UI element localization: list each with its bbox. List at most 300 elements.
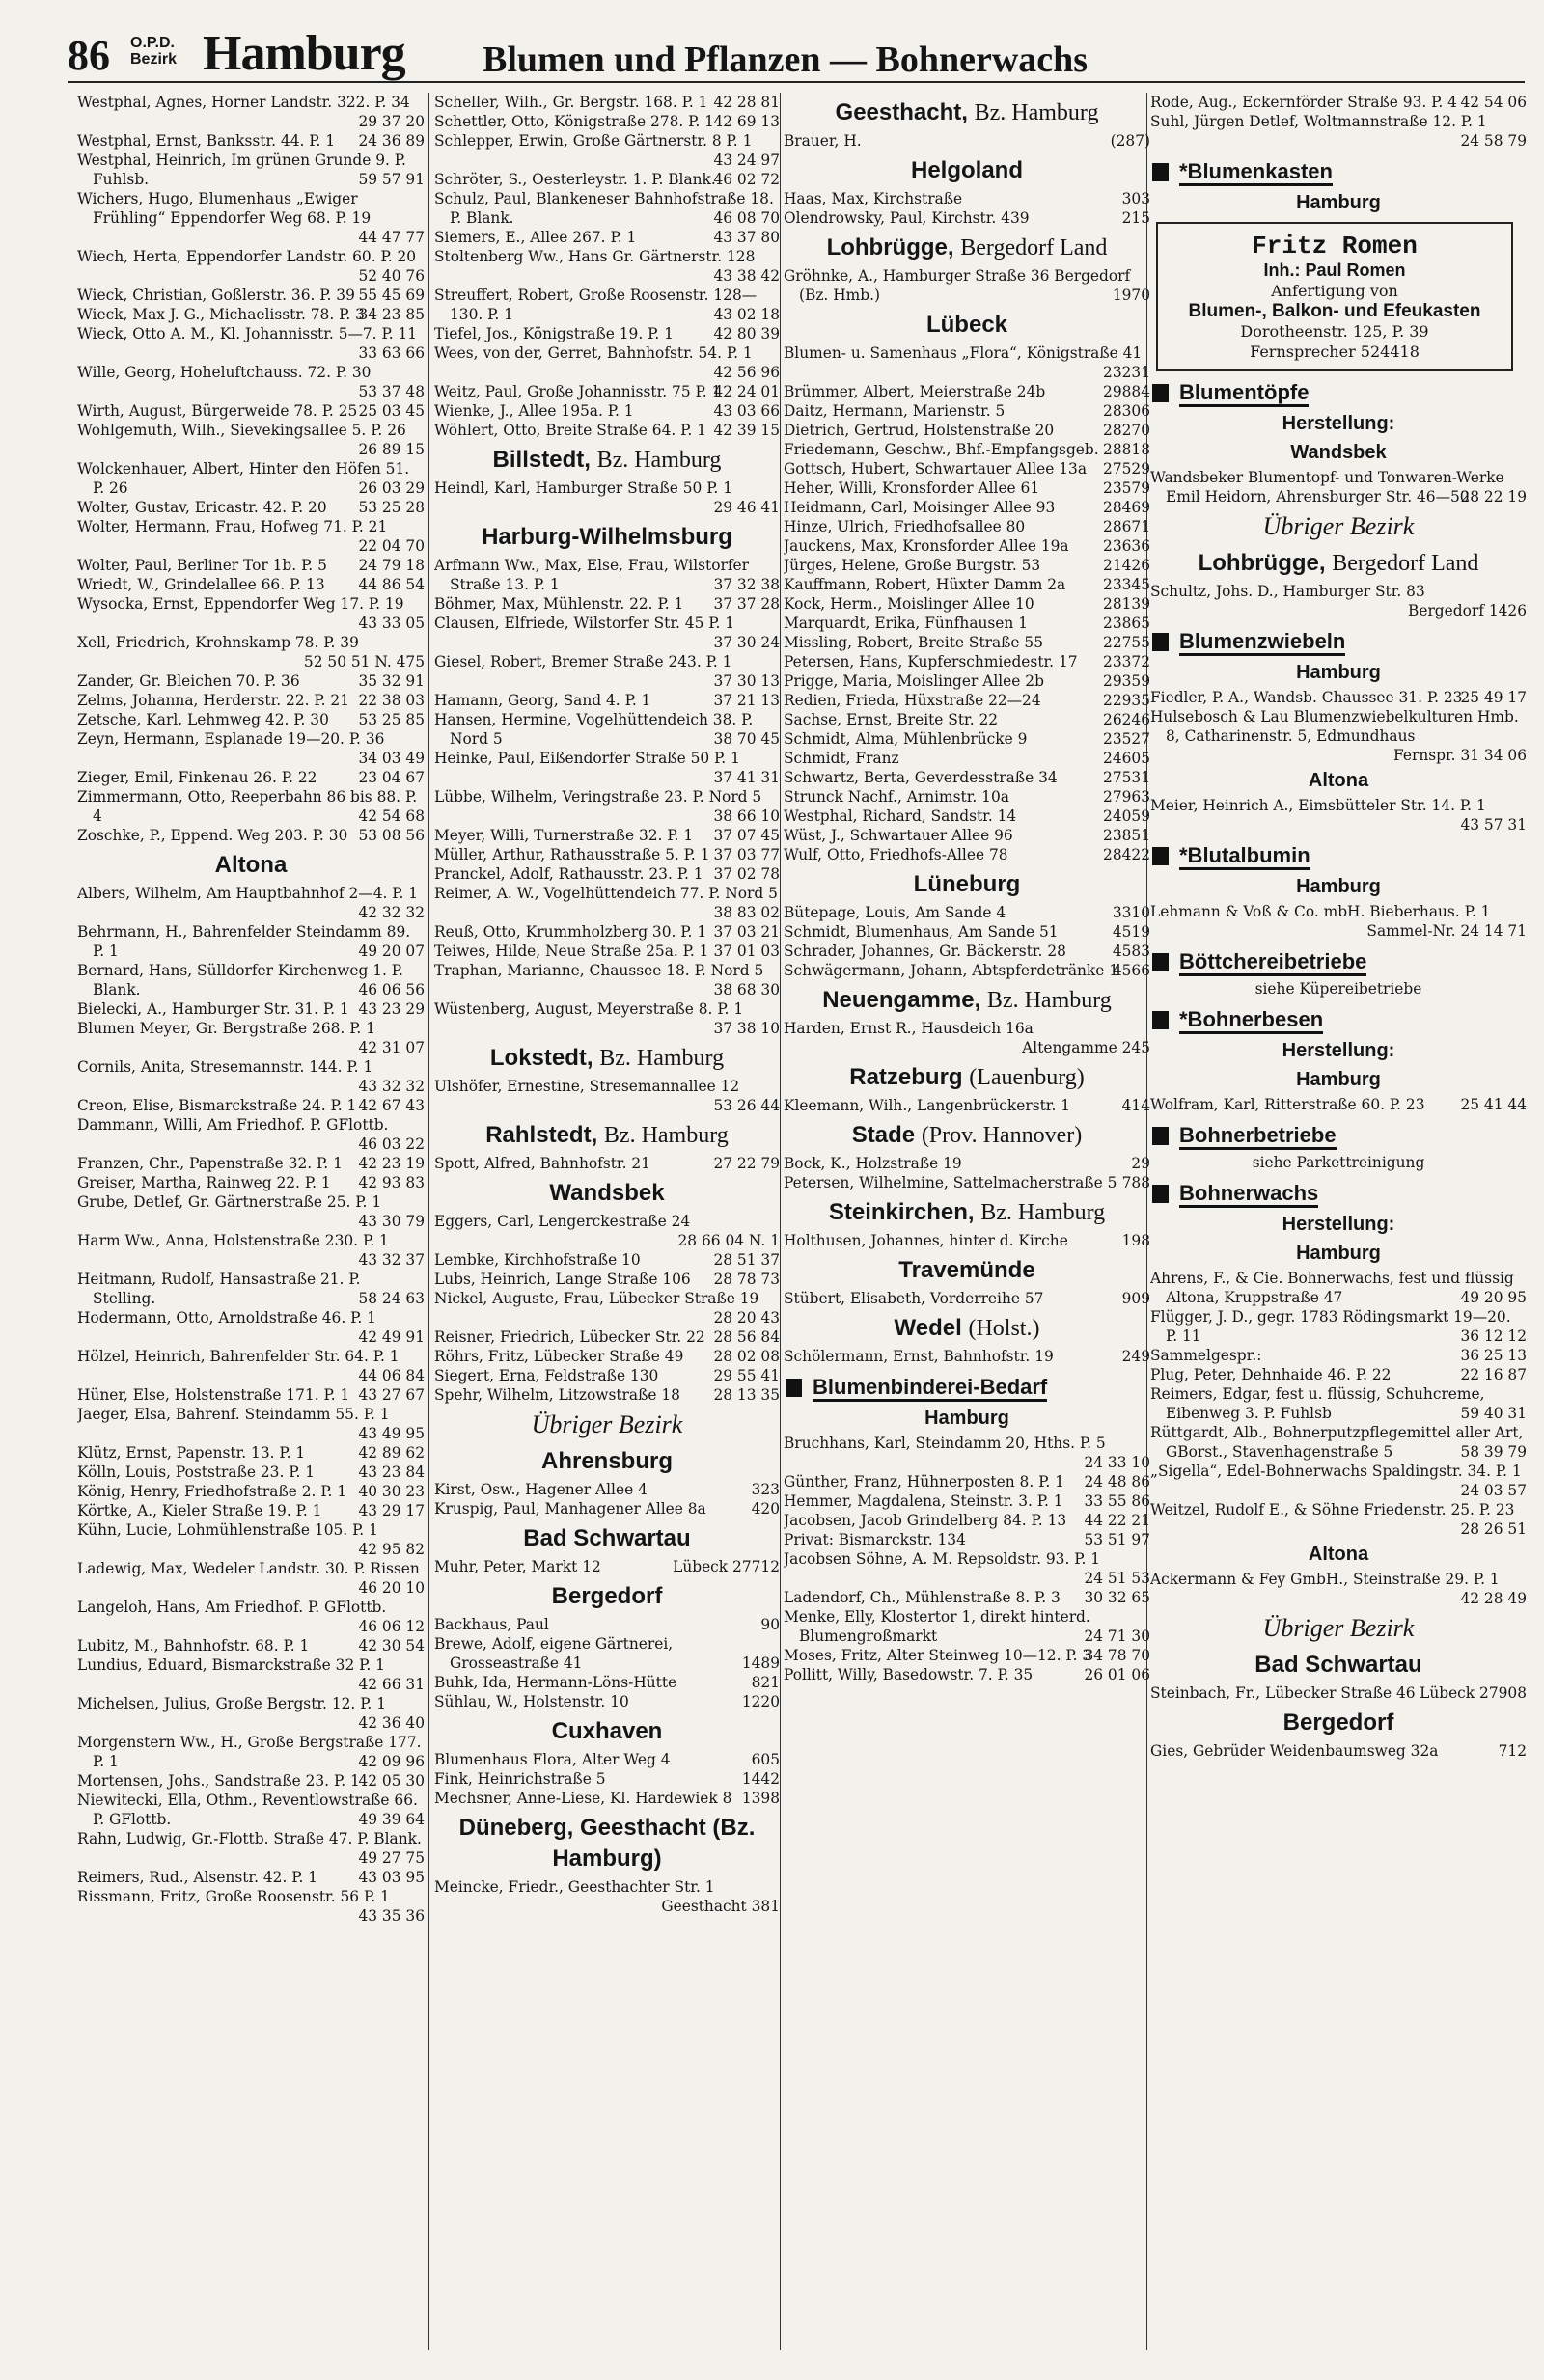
directory-entry [77,517,425,556]
directory-entry [434,247,780,286]
entry-text: Hinze, Ulrich, Friedhofsallee 80 [784,518,1026,535]
entry-text: Teiwes, Hilde, Neue Straße 25a. P. 1 [434,943,709,960]
entry-text: Jauckens, Max, Kronsforder Allee 19a [784,537,1069,555]
entry-text: Heidmann, Carl, Moisinger Allee 93 [784,499,1056,516]
directory-entry [434,1673,780,1692]
subheading: Hamburg [1296,1243,1381,1264]
place-heading [1150,1613,1527,1645]
directory-entry [77,1694,425,1733]
place-note: Bergedorf Land [1332,551,1479,576]
place-heading [784,1313,1150,1344]
entry-phone: 42 32 32 [358,904,425,921]
entry-phone: 25 03 45 [358,402,425,420]
entry-phone: 28671 [1103,518,1150,535]
entry-text: Eggers, Carl, Lengerckestraße 24 [434,1213,691,1230]
entry-text: Brümmer, Albert, Meierstraße 24b [784,383,1046,400]
entry-text: Schröter, S., Oesterleystr. 1. P. Blank. [434,171,716,188]
entry-text: Bernard, Hans, Sülldorfer Kirchenweg 1. P. Blank. [77,962,403,999]
entry-text: Greiser, Martha, Rainweg 22. P. 1 [77,1174,331,1191]
directory-entry [77,93,425,131]
place-heading [434,1523,780,1554]
directory-entry [77,787,425,826]
directory-entry [77,1231,425,1270]
subheading: Altona [1308,1544,1369,1565]
category-heading [1150,379,1527,406]
entry-phone: 4519 [1112,923,1150,941]
directory-entry [434,1077,780,1115]
entry-phone: 24 51 53 [1084,1570,1150,1587]
entry-text: Lehmann & Voß & Co. mbH. Bieberhaus. P. 1 [1150,903,1491,920]
entry-phone: 22935 [1103,692,1150,709]
ad-line: Anfertigung von [1271,282,1398,300]
entry-text: Missling, Robert, Breite Straße 55 [784,634,1044,651]
entry-text: Kock, Herm., Moislinger Allee 10 [784,595,1034,613]
place-name: Harburg-Wilhelmsburg [482,524,732,550]
directory-entry [1150,1570,1527,1608]
entry-phone: 42 69 13 [713,113,780,130]
directory-entry [77,691,425,710]
directory-entry [434,286,780,324]
entry-text: Weitz, Paul, Große Johannisstr. 75 P. 1 [434,383,722,400]
place-name: Lohbrügge, [1198,550,1326,576]
directory-entry [1150,688,1527,707]
entry-text: „Sigella“, Edel-Bohnerwachs Spaldingstr. 34. P. 1 [1150,1463,1522,1480]
entry-text: Lundius, Eduard, Bismarckstraße 32 P. 1 [77,1656,385,1674]
directory-entry [1150,582,1527,620]
subheading: Wandsbek [1290,442,1387,463]
place-heading [434,1178,780,1209]
entry-phone: 52 50 51 N. 475 [303,653,425,670]
directory-entry [77,459,425,498]
place-heading [1150,511,1527,543]
entry-phone: 28270 [1103,422,1150,439]
place-name: Rahlstedt, [485,1122,598,1148]
entry-phone: 90 [760,1616,780,1633]
place-note: Bz. Hamburg [599,1046,725,1071]
entry-phone: 28 26 51 [1460,1520,1527,1538]
directory-entry [784,517,1150,536]
place-note: (Holst.) [968,1316,1040,1341]
entry-text: Kleemann, Wilh., Langenbrückerstr. 1 [784,1097,1071,1114]
entry-phone: 53 26 44 [713,1097,780,1114]
directory-entry [784,903,1150,922]
directory-entry [434,884,780,922]
entry-phone: 605 [751,1751,780,1768]
directory-entry [784,1347,1150,1366]
entry-phone: 24 71 30 [1084,1628,1150,1645]
entry-text: Plug, Peter, Dehnhaide 46. P. 22 [1150,1366,1392,1383]
entry-phone: 46 02 72 [713,171,780,188]
entry-text: Kühn, Lucie, Lohmühlenstraße 105. P. 1 [77,1521,378,1539]
directory-entry [77,594,425,633]
entry-phone: 49 27 75 [358,1849,425,1867]
entry-phone: 198 [1121,1232,1150,1249]
advertisement-box [1156,222,1513,371]
category-title: Blumenbinderei-Bedarf [813,1375,1047,1402]
directory-entry [784,1019,1150,1057]
entry-phone: 42 56 96 [713,364,780,381]
entry-text: Prigge, Maria, Moislinger Allee 2b [784,672,1044,690]
directory-entry [77,1096,425,1115]
entry-phone: 29 46 41 [713,499,780,516]
place-heading [784,97,1150,128]
place-heading [784,1120,1150,1151]
place-name: Bergedorf [551,1583,663,1609]
entry-phone: 44 86 54 [358,576,425,593]
entry-text: Spott, Alfred, Bahnhofstr. 21 [434,1155,650,1172]
subheading: Hamburg [1296,1069,1381,1090]
place-heading [784,1197,1150,1228]
directory-entry [434,479,780,517]
place-heading [434,522,780,553]
directory-entry [784,652,1150,671]
entry-text: Cornils, Anita, Stresemannstr. 144. P. 1 [77,1058,373,1076]
directory-entry [434,999,780,1038]
directory-entry [434,845,780,864]
directory-entry [434,382,780,401]
entry-phone: 38 66 10 [713,807,780,825]
entry-phone: 53 25 85 [358,711,425,728]
directory-entry [77,1270,425,1308]
category-marker-icon [1152,1011,1169,1029]
subheading: Herstellung: [1282,1040,1395,1061]
entry-phone: 22755 [1103,634,1150,651]
entry-phone: 34 03 49 [358,750,425,767]
directory-entry [434,1557,780,1576]
directory-entry [784,594,1150,614]
place-heading [434,1813,780,1874]
entry-text: Pollitt, Willy, Basedowstr. 7. P. 35 [784,1666,1034,1683]
entry-text: Grube, Detlef, Gr. Gärtnerstraße 25. P. 1 [77,1193,382,1211]
entry-text: Suhl, Jürgen Detlef, Woltmannstraße 12. P. 1 [1150,113,1487,130]
entry-text: Ladendorf, Ch., Mühlenstraße 8. P. 3 [784,1589,1061,1606]
directory-entry [784,1588,1150,1607]
entry-text: Reisner, Friedrich, Lübecker Str. 22 [434,1328,705,1346]
cross-reference: siehe Parkettreinigung [1252,1154,1425,1171]
directory-entry [1150,796,1527,834]
entry-phone: 29884 [1103,383,1150,400]
entry-text: Muhr, Peter, Markt 12 [434,1558,601,1575]
place-name: Übriger Bezirk [1262,512,1415,540]
directory-entry [784,131,1150,150]
entry-text: Wichers, Hugo, Blumenhaus „Ewiger Frühling“ Eppendorfer Weg 68. P. 19 [77,190,372,227]
directory-entry [77,1733,425,1771]
entry-phone: 42 95 82 [358,1541,425,1558]
directory-entry [784,1646,1150,1665]
place-name: Cuxhaven [551,1718,663,1744]
place-heading [1150,1708,1527,1738]
directory-entry [434,112,780,131]
place-heading [784,233,1150,263]
directory-entry [784,575,1150,594]
directory-entry [784,807,1150,826]
place-name: Bad Schwartau [1254,1652,1422,1678]
entry-text: Schlepper, Erwin, Große Gärtnerstr. 8 P. 1 [434,132,753,150]
entry-phone: 27963 [1103,788,1150,806]
entry-phone: 249 [1121,1348,1150,1365]
entry-text: Heitmann, Rudolf, Hansastraße 21. P. Stelling. [77,1271,361,1307]
place-name: Lübeck [925,312,1008,338]
entry-text: Wolter, Gustav, Ericastr. 42. P. 20 [77,499,327,516]
entry-text: Schmidt, Franz [784,750,899,767]
entry-phone: 23372 [1103,653,1150,670]
entry-phone: 24059 [1103,807,1150,825]
directory-entry [784,691,1150,710]
directory-entry [77,1520,425,1559]
entry-text: Ulshöfer, Ernestine, Stresemannallee 12 [434,1078,740,1095]
entry-phone: 43 03 66 [713,402,780,420]
directory-entry [77,729,425,768]
directory-entry [1150,93,1527,112]
opd-line-2: Bezirk [130,51,178,68]
entry-text: Wees, von der, Gerret, Bahnhofstr. 54. P. 1 [434,344,753,362]
directory-entry [784,208,1150,228]
directory-entry [434,228,780,247]
entry-text: Brauer, H. [784,132,862,150]
directory-entry [1150,1095,1527,1114]
directory-entry [77,1308,425,1347]
entry-phone: 42 54 06 [1460,94,1527,111]
directory-entry [77,1868,425,1887]
directory-entry [784,729,1150,749]
entry-phone: (287) [1110,132,1150,150]
entry-text: Wöhlert, Otto, Breite Straße 64. P. 1 [434,422,706,439]
entry-phone: 909 [1121,1290,1150,1307]
entry-phone: 23231 [1103,364,1150,381]
entry-text: Westphal, Ernst, Banksstr. 44. P. 1 [77,132,336,150]
directory-entry [434,1499,780,1518]
entry-phone: 23345 [1103,576,1150,593]
entry-phone: 42 67 43 [358,1097,425,1114]
directory-entry [77,633,425,671]
directory-entry [784,498,1150,517]
entry-phone: 46 06 12 [358,1618,425,1635]
entry-text: Wohlgemuth, Wilh., Sievekingsallee 5. P. 26 [77,422,406,439]
place-heading [1150,1650,1527,1681]
directory-entry [784,1231,1150,1250]
entry-text: Wille, Georg, Hoheluftchauss. 72. P. 30 [77,364,372,381]
entry-text: Lubitz, M., Bahnhofstr. 68. P. 1 [77,1637,310,1655]
entry-phone: 36 25 13 [1460,1347,1527,1364]
entry-text: Dietrich, Gertrud, Holstenstraße 20 [784,422,1055,439]
directory-entry [784,382,1150,401]
entry-phone: 42 28 81 [713,94,780,111]
entry-text: Michelsen, Julius, Große Bergstr. 12. P. 1 [77,1695,387,1712]
entry-text: Sachse, Ernst, Breite Str. 22 [784,711,999,728]
place-name: Wedel [894,1315,962,1341]
entry-text: Harden, Ernst R., Hausdeich 16a [784,1020,1034,1037]
category-marker-icon [1152,1127,1169,1145]
directory-entry [434,1327,780,1347]
directory-entry [77,671,425,691]
directory-entry [784,1549,1150,1588]
directory-entry [784,614,1150,633]
entry-text: Arfmann Ww., Max, Else, Frau, Wilstorfer Straße 13. P. 1 [434,557,750,593]
entry-text: Zeyn, Hermann, Esplanade 19—20. P. 36 [77,730,385,748]
ad-owner: Inh.: Paul Romen [1263,260,1406,280]
directory-entry [434,1385,780,1405]
directory-entry [434,170,780,189]
entry-phone: 215 [1121,209,1150,227]
entry-text: Wieck, Otto A. M., Kl. Johannisstr. 5—7. P. 11 [77,325,418,342]
entry-text: Heinke, Paul, Eißendorfer Straße 50 P. 1 [434,750,740,767]
directory-entry [784,1511,1150,1530]
entry-text: Schrader, Johannes, Gr. Bäckerstr. 28 [784,943,1066,960]
entry-text: Reimer, A. W., Vogelhüttendeich 77. P. Nord 5 [434,885,778,902]
subheading: Hamburg [1296,192,1381,213]
entry-phone: 22 38 03 [358,692,425,709]
entry-text: Xell, Friedrich, Krohnskamp 78. P. 39 [77,634,359,651]
entry-text: Westphal, Richard, Sandstr. 14 [784,807,1017,825]
entry-text: Sammelgespr.: [1150,1347,1262,1364]
directory-entry [434,691,780,710]
entry-phone: 28306 [1103,402,1150,420]
entry-phone: Lübeck 27908 [1420,1684,1527,1702]
entry-phone: 42 05 30 [358,1772,425,1790]
place-name: Helgoland [910,157,1023,183]
category-heading [1150,948,1527,975]
entry-text: Menke, Elly, Klostertor 1, direkt hinterd. Blumengroßmarkt [784,1608,1090,1645]
entry-phone: 24 58 79 [1460,132,1527,150]
directory-entry [434,710,780,749]
directory-entry [77,1019,425,1057]
entry-phone: 23579 [1103,479,1150,497]
entry-text: Daitz, Hermann, Marienstr. 5 [784,402,1006,420]
place-heading [784,869,1150,900]
directory-entry [434,93,780,112]
entry-text: Ahrens, F., & Cie. Bohnerwachs, fest und flüssig Altona, Kruppstraße 47 [1150,1270,1514,1306]
category-title: *Bohnerbesen [1179,1007,1323,1034]
directory-entry [1150,468,1527,506]
place-name: Ahrensburg [540,1448,673,1474]
column-divider [428,93,429,2350]
directory-entry [434,343,780,382]
entry-text: Mortensen, Johs., Sandstraße 23. P. 1 [77,1772,360,1790]
directory-entry [77,421,425,459]
entry-phone: 52 40 76 [358,267,425,285]
entry-phone: 44 22 21 [1084,1512,1150,1529]
directory-entry [1150,1462,1527,1500]
place-name: Bergedorf [1282,1710,1394,1736]
directory-entry [434,614,780,652]
category-heading [1150,842,1527,869]
category-title: *Blumenkasten [1179,159,1333,186]
entry-text: Schulz, Paul, Blankeneser Bahnhofstraße 18. P. Blank. [434,190,774,227]
entry-text: Nickel, Auguste, Frau, Lübecker Straße 19 [434,1290,759,1307]
entry-text: Heindl, Karl, Hamburger Straße 50 P. 1 [434,479,733,497]
place-heading [1150,548,1527,579]
directory-entry [434,1347,780,1366]
directory-entry [434,787,780,826]
entry-phone: 37 30 13 [713,672,780,690]
entry-text: Morgenstern Ww., H., Große Bergstraße 177. P. 1 [77,1734,422,1770]
entry-text: Spehr, Wilhelm, Litzowstraße 18 [434,1386,680,1404]
directory-entry [77,768,425,787]
place-note: Bz. Hamburg [974,100,1099,125]
entry-phone: 4583 [1112,943,1150,960]
place-heading [784,310,1150,341]
entry-text: Jaeger, Elsa, Bahrenf. Steindamm 55. P. 1 [77,1406,390,1423]
entry-text: Wiech, Herta, Eppendorfer Landstr. 60. P. 20 [77,248,417,265]
entry-phone: 34 78 70 [1084,1647,1150,1664]
directory-entry [77,131,425,150]
entry-phone: 53 25 28 [358,499,425,516]
entry-text: Zoschke, P., Eppend. Weg 203. P. 30 [77,827,348,844]
directory-entry [77,1057,425,1096]
entry-text: Wandsbeker Blumentopf- und Tonwaren-Werke Emil Heidorn, Ahrensburger Str. 46—50 [1150,469,1504,506]
directory-entry [434,1769,780,1789]
place-heading [434,445,780,476]
entry-phone: 46 03 22 [358,1135,425,1153]
entry-text: Schettler, Otto, Königstraße 278. P. 1 [434,113,714,130]
entry-phone: 43 23 29 [358,1000,425,1018]
ad-phone: Fernsprecher 524418 [1250,342,1420,361]
directory-entry [434,421,780,440]
entry-phone: 1442 [741,1770,780,1788]
entry-text: Wieck, Max J. G., Michaelisstr. 78. P. 3 [77,306,365,323]
ad-products: Blumen-, Balkon- und Efeukasten [1188,301,1481,321]
section-title: Blumen und Pflanzen — Bohnerwachs [482,40,1089,80]
entry-text: Niewitecki, Ella, Othm., Reventlowstraße 66. P. GFlottb. [77,1792,418,1828]
entry-phone: 28 02 08 [713,1348,780,1365]
entry-phone: 53 51 97 [1084,1531,1150,1548]
entry-text: Meyer, Willi, Turnerstraße 32. P. 1 [434,827,694,844]
directory-entry [77,575,425,594]
entry-phone: 25 41 44 [1460,1096,1527,1113]
place-name: Billstedt, [492,447,591,473]
entry-text: Fiedler, P. A., Wandsb. Chaussee 31. P. 23 [1150,689,1463,706]
entry-phone: 42 66 31 [358,1676,425,1693]
entry-phone: 43 33 05 [358,615,425,632]
directory-entry [784,749,1150,768]
place-heading [434,1409,780,1441]
category-marker-icon [1152,384,1169,402]
entry-text: Buhk, Ida, Hermann-Löns-Hütte [434,1674,677,1691]
directory-entry [784,922,1150,942]
category-heading [1150,158,1527,185]
place-name: Wandsbek [549,1180,665,1206]
place-note: Bz. Hamburg [596,448,722,473]
entry-text: Blumen- u. Samenhaus „Flora“, Königstraße 41 [784,344,1143,362]
entry-text: Bielecki, A., Hamburger Str. 31. P. 1 [77,1000,349,1018]
place-name: Düneberg, Geesthacht (Bz. Hamburg) [458,1815,756,1872]
directory-entry [784,1472,1150,1491]
entry-text: Creon, Elise, Bismarckstraße 24. P. 1 [77,1097,357,1114]
directory-entry [434,1154,780,1173]
entry-text: Rode, Aug., Eckernförder Straße 93. P. 4 [1150,94,1457,111]
ad-address: Dorotheenstr. 125, P. 39 [1240,322,1429,341]
entry-phone: 33 55 86 [1084,1492,1150,1510]
entry-text: Gies, Gebrüder Weidenbaumsweg 32a [1150,1742,1439,1760]
directory-entry [77,1463,425,1482]
directory-entry [77,1887,425,1926]
place-note: (Lauenburg) [969,1065,1085,1090]
directory-entry [77,1598,425,1636]
category-title: *Blutalbumin [1179,843,1310,870]
entry-phone: 28139 [1103,595,1150,613]
entry-text: Jürges, Helene, Große Burgstr. 53 [784,557,1041,574]
directory-entry [784,1173,1150,1192]
entry-text: Backhaus, Paul [434,1616,549,1633]
directory-entry [434,749,780,787]
entry-text: Mechsner, Anne-Liese, Kl. Hardewiek 8 [434,1790,732,1807]
directory-entry [1150,1423,1527,1462]
place-heading [434,1446,780,1477]
entry-phone: 43 35 36 [358,1907,425,1925]
directory-entry [77,498,425,517]
category-title: Böttchereibetriebe [1179,949,1366,976]
entry-text: Blumenhaus Flora, Alter Weg 4 [434,1751,671,1768]
